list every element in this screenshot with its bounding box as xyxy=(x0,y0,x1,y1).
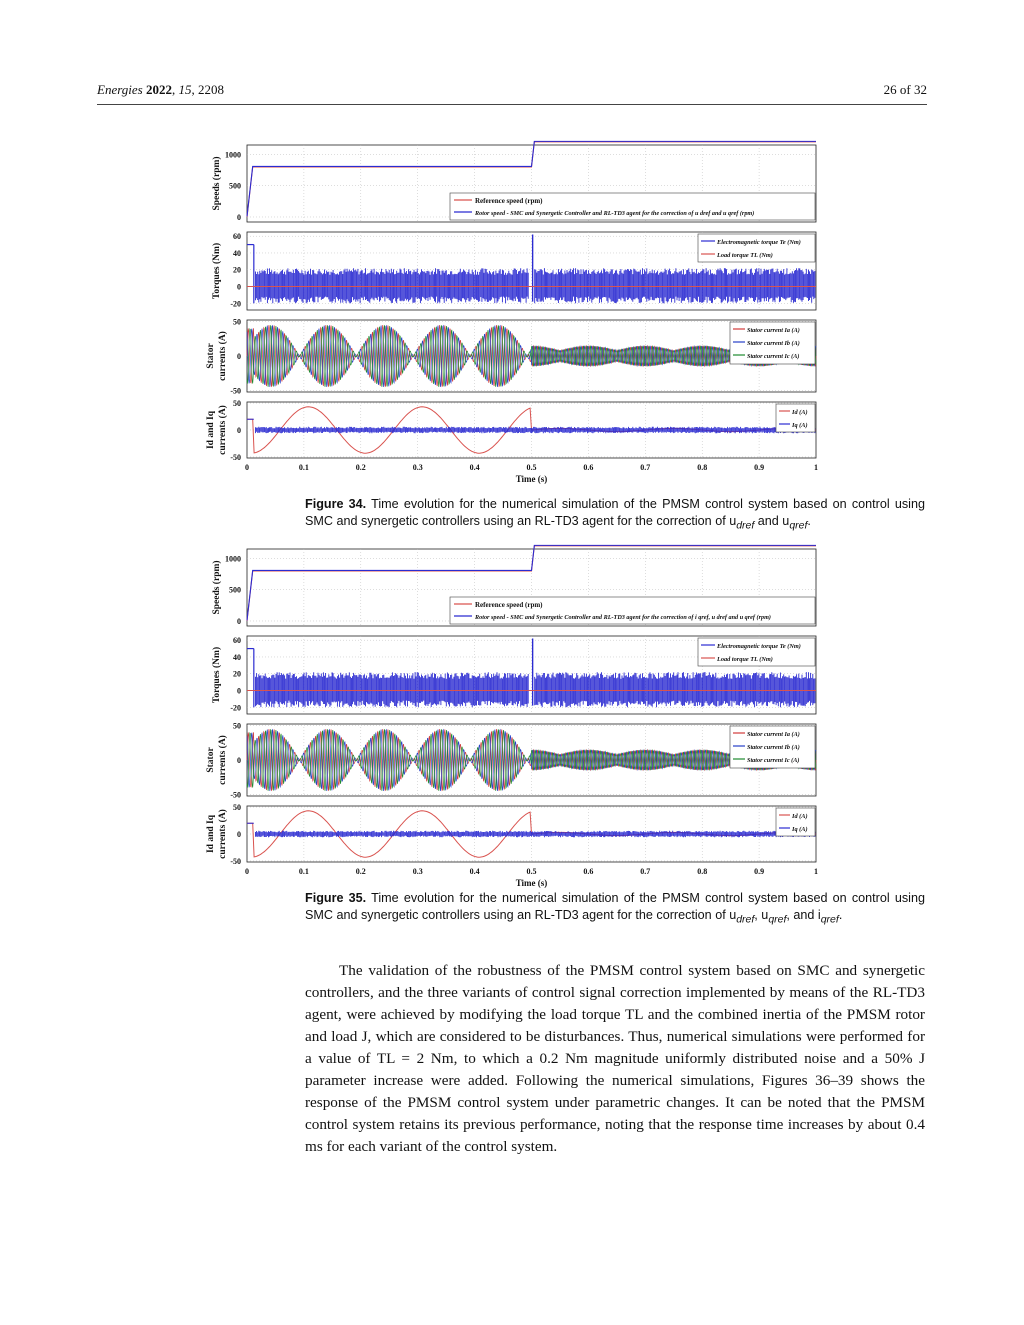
y-tick-label: 0 xyxy=(237,426,241,435)
x-tick-label: 0.5 xyxy=(526,867,537,876)
body-paragraph: The validation of the robustness of the PMSM control system based on SMC and synergetic controllers, and the three variants of control signal correction implemented by means of the RL-TD3 agent, were achieved by modifying the load torque TL and the combined inertia of the PMSM rotor and load J, which are considered to be disturbances. Thus, numerical simulations were performed for a value of TL = 2 Nm, to which a 0.2 Nm magnitude uniformly distributed noise and a 50% J parameter increase were added. Following the numerical simulations, Figures 36–39 shows the response of the PMSM control system under parametric changes. It can be noted that the PMSM control system retains its previous performance, noting that the response time increases by about 0.4 ms for each variant of the control system. xyxy=(305,962,925,1155)
x-axis-label: Time (s) xyxy=(515,878,548,888)
x-tick-label: 1 xyxy=(814,463,818,472)
legend-stator-current: Stator current Ic (A) xyxy=(747,353,800,360)
x-tick-label: 0 xyxy=(245,463,249,472)
legend-reference-speed: Reference speed (rpm) xyxy=(475,197,543,205)
x-tick-label: 1 xyxy=(814,867,818,876)
y-tick-label: 50 xyxy=(233,803,241,813)
y-axis-label: Speeds (rpm) xyxy=(212,156,222,211)
legend-stator-current: Stator current Ia (A) xyxy=(747,731,800,738)
y-axis-label: Id and Iq xyxy=(206,814,216,854)
x-tick-label: 0.1 xyxy=(298,867,309,876)
speed-legend xyxy=(450,193,815,220)
y-tick-label: 50 xyxy=(233,721,241,731)
x-tick-label: 0.9 xyxy=(754,463,765,472)
legend-iq: Iq (A) xyxy=(792,422,808,429)
legend-load-torque: Load torque TL (Nm) xyxy=(717,252,773,259)
legend-electromagnetic-torque: Electromagnetic torque Te (Nm) xyxy=(717,239,801,246)
stator-legend xyxy=(730,726,815,768)
page-number: 26 of 32 xyxy=(883,82,927,97)
y-axis-label: Id and Iq xyxy=(206,410,216,450)
x-tick-label: 0.1 xyxy=(298,463,309,472)
x-tick-label: 0.6 xyxy=(583,463,594,472)
y-axis-label: Torques (Nm) xyxy=(212,242,222,300)
torque-legend xyxy=(698,234,815,262)
y-axis-label: currents (A) xyxy=(218,331,228,381)
x-tick-label: 0.6 xyxy=(583,867,594,876)
legend-id: Id (A) xyxy=(792,813,808,820)
figure-35-caption: Figure 35. Time evolution for the numerical simulation of the PMSM control system based on control using SMC and synergetic controllers using an RL-TD3 agent for the correction of $u_{dref}$, $u_{qref}$, and $i_{qref}$. xyxy=(305,891,925,926)
y-tick-label: 0 xyxy=(237,830,241,839)
figure-34-caption: Figure 34. Time evolution for the numerical simulation of the PMSM control system based on control using SMC and synergetic controllers using an RL-TD3 agent for the correction of $u_{dref}$ and $u_{qref}$. xyxy=(305,497,925,532)
y-tick-label: 0 xyxy=(237,352,241,361)
figure-34-plot xyxy=(200,140,822,485)
legend-stator-current: Stator current Ic (A) xyxy=(747,757,800,764)
y-tick-label: 60 xyxy=(233,232,241,242)
y-tick-label: -50 xyxy=(230,386,241,396)
x-tick-label: 0.9 xyxy=(754,867,765,876)
y-tick-label: 1000 xyxy=(225,554,241,564)
x-axis-label: Time (s) xyxy=(515,474,548,484)
y-tick-label: -50 xyxy=(230,452,241,462)
legend-rotor-speed: Rotor speed - SMC and Synergetic Controller and RL-TD3 agent for the correction of u dref and u qref (rpm) xyxy=(475,210,755,217)
y-tick-label: 500 xyxy=(229,585,241,595)
y-tick-label: 40 xyxy=(233,248,241,258)
legend-reference-speed: Reference speed (rpm) xyxy=(475,601,543,609)
legend-stator-current: Stator current Ib (A) xyxy=(747,340,800,347)
y-axis-label: Stator xyxy=(206,343,216,369)
legend-id: Id (A) xyxy=(792,409,808,416)
x-tick-label: 0.3 xyxy=(412,463,423,472)
y-axis-label: currents (A) xyxy=(218,735,228,785)
y-tick-label: -50 xyxy=(230,790,241,800)
y-tick-label: 50 xyxy=(233,317,241,327)
figure-svg xyxy=(200,140,822,485)
legend-load-torque: Load torque TL (Nm) xyxy=(717,656,773,663)
idq-legend xyxy=(776,808,815,836)
y-tick-label: 0 xyxy=(237,212,241,222)
torque-legend xyxy=(698,638,815,666)
legend-stator-current: Stator current Ia (A) xyxy=(747,327,800,334)
y-tick-label: 40 xyxy=(233,652,241,662)
x-tick-label: 0.7 xyxy=(640,867,651,876)
legend-iq: Iq (A) xyxy=(792,826,808,833)
y-tick-label: 0 xyxy=(237,686,241,696)
y-tick-label: 500 xyxy=(229,181,241,191)
y-tick-label: 1000 xyxy=(225,150,241,160)
x-tick-label: 0.5 xyxy=(526,463,537,472)
page-header xyxy=(97,80,927,105)
x-tick-label: 0.8 xyxy=(697,463,708,472)
x-tick-label: 0.4 xyxy=(469,867,480,876)
legend-stator-current: Stator current Ib (A) xyxy=(747,744,800,751)
y-tick-label: 20 xyxy=(233,265,241,275)
y-tick-label: -20 xyxy=(230,299,241,309)
journal-citation: Energies 2022, 15, 2208 xyxy=(97,82,224,97)
x-tick-label: 0.2 xyxy=(355,463,366,472)
y-axis-label: currents (A) xyxy=(218,809,228,859)
y-axis-label: Torques (Nm) xyxy=(212,646,222,704)
y-tick-label: -50 xyxy=(230,856,241,866)
y-tick-label: 20 xyxy=(233,669,241,679)
figure-35-plot xyxy=(200,544,822,889)
idq-legend xyxy=(776,404,815,432)
y-tick-label: 60 xyxy=(233,636,241,646)
y-tick-label: 50 xyxy=(233,399,241,409)
y-tick-label: 0 xyxy=(237,756,241,765)
y-tick-label: 0 xyxy=(237,282,241,292)
stator-legend xyxy=(730,322,815,364)
x-tick-label: 0.7 xyxy=(640,463,651,472)
x-tick-label: 0.8 xyxy=(697,867,708,876)
x-tick-label: 0.4 xyxy=(469,463,480,472)
y-axis-label: Speeds (rpm) xyxy=(212,560,222,615)
figure-svg xyxy=(200,544,822,889)
x-tick-label: 0 xyxy=(245,867,249,876)
legend-electromagnetic-torque: Electromagnetic torque Te (Nm) xyxy=(717,643,801,650)
x-tick-label: 0.2 xyxy=(355,867,366,876)
legend-rotor-speed: Rotor speed - SMC and Synergetic Controller and RL-TD3 agent for the correction of i qref, u dref and u qref (rpm) xyxy=(475,614,771,621)
y-axis-label: currents (A) xyxy=(218,405,228,455)
x-tick-label: 0.3 xyxy=(412,867,423,876)
y-tick-label: 0 xyxy=(237,616,241,626)
y-axis-label: Stator xyxy=(206,747,216,773)
y-tick-label: -20 xyxy=(230,703,241,713)
speed-legend xyxy=(450,597,815,624)
